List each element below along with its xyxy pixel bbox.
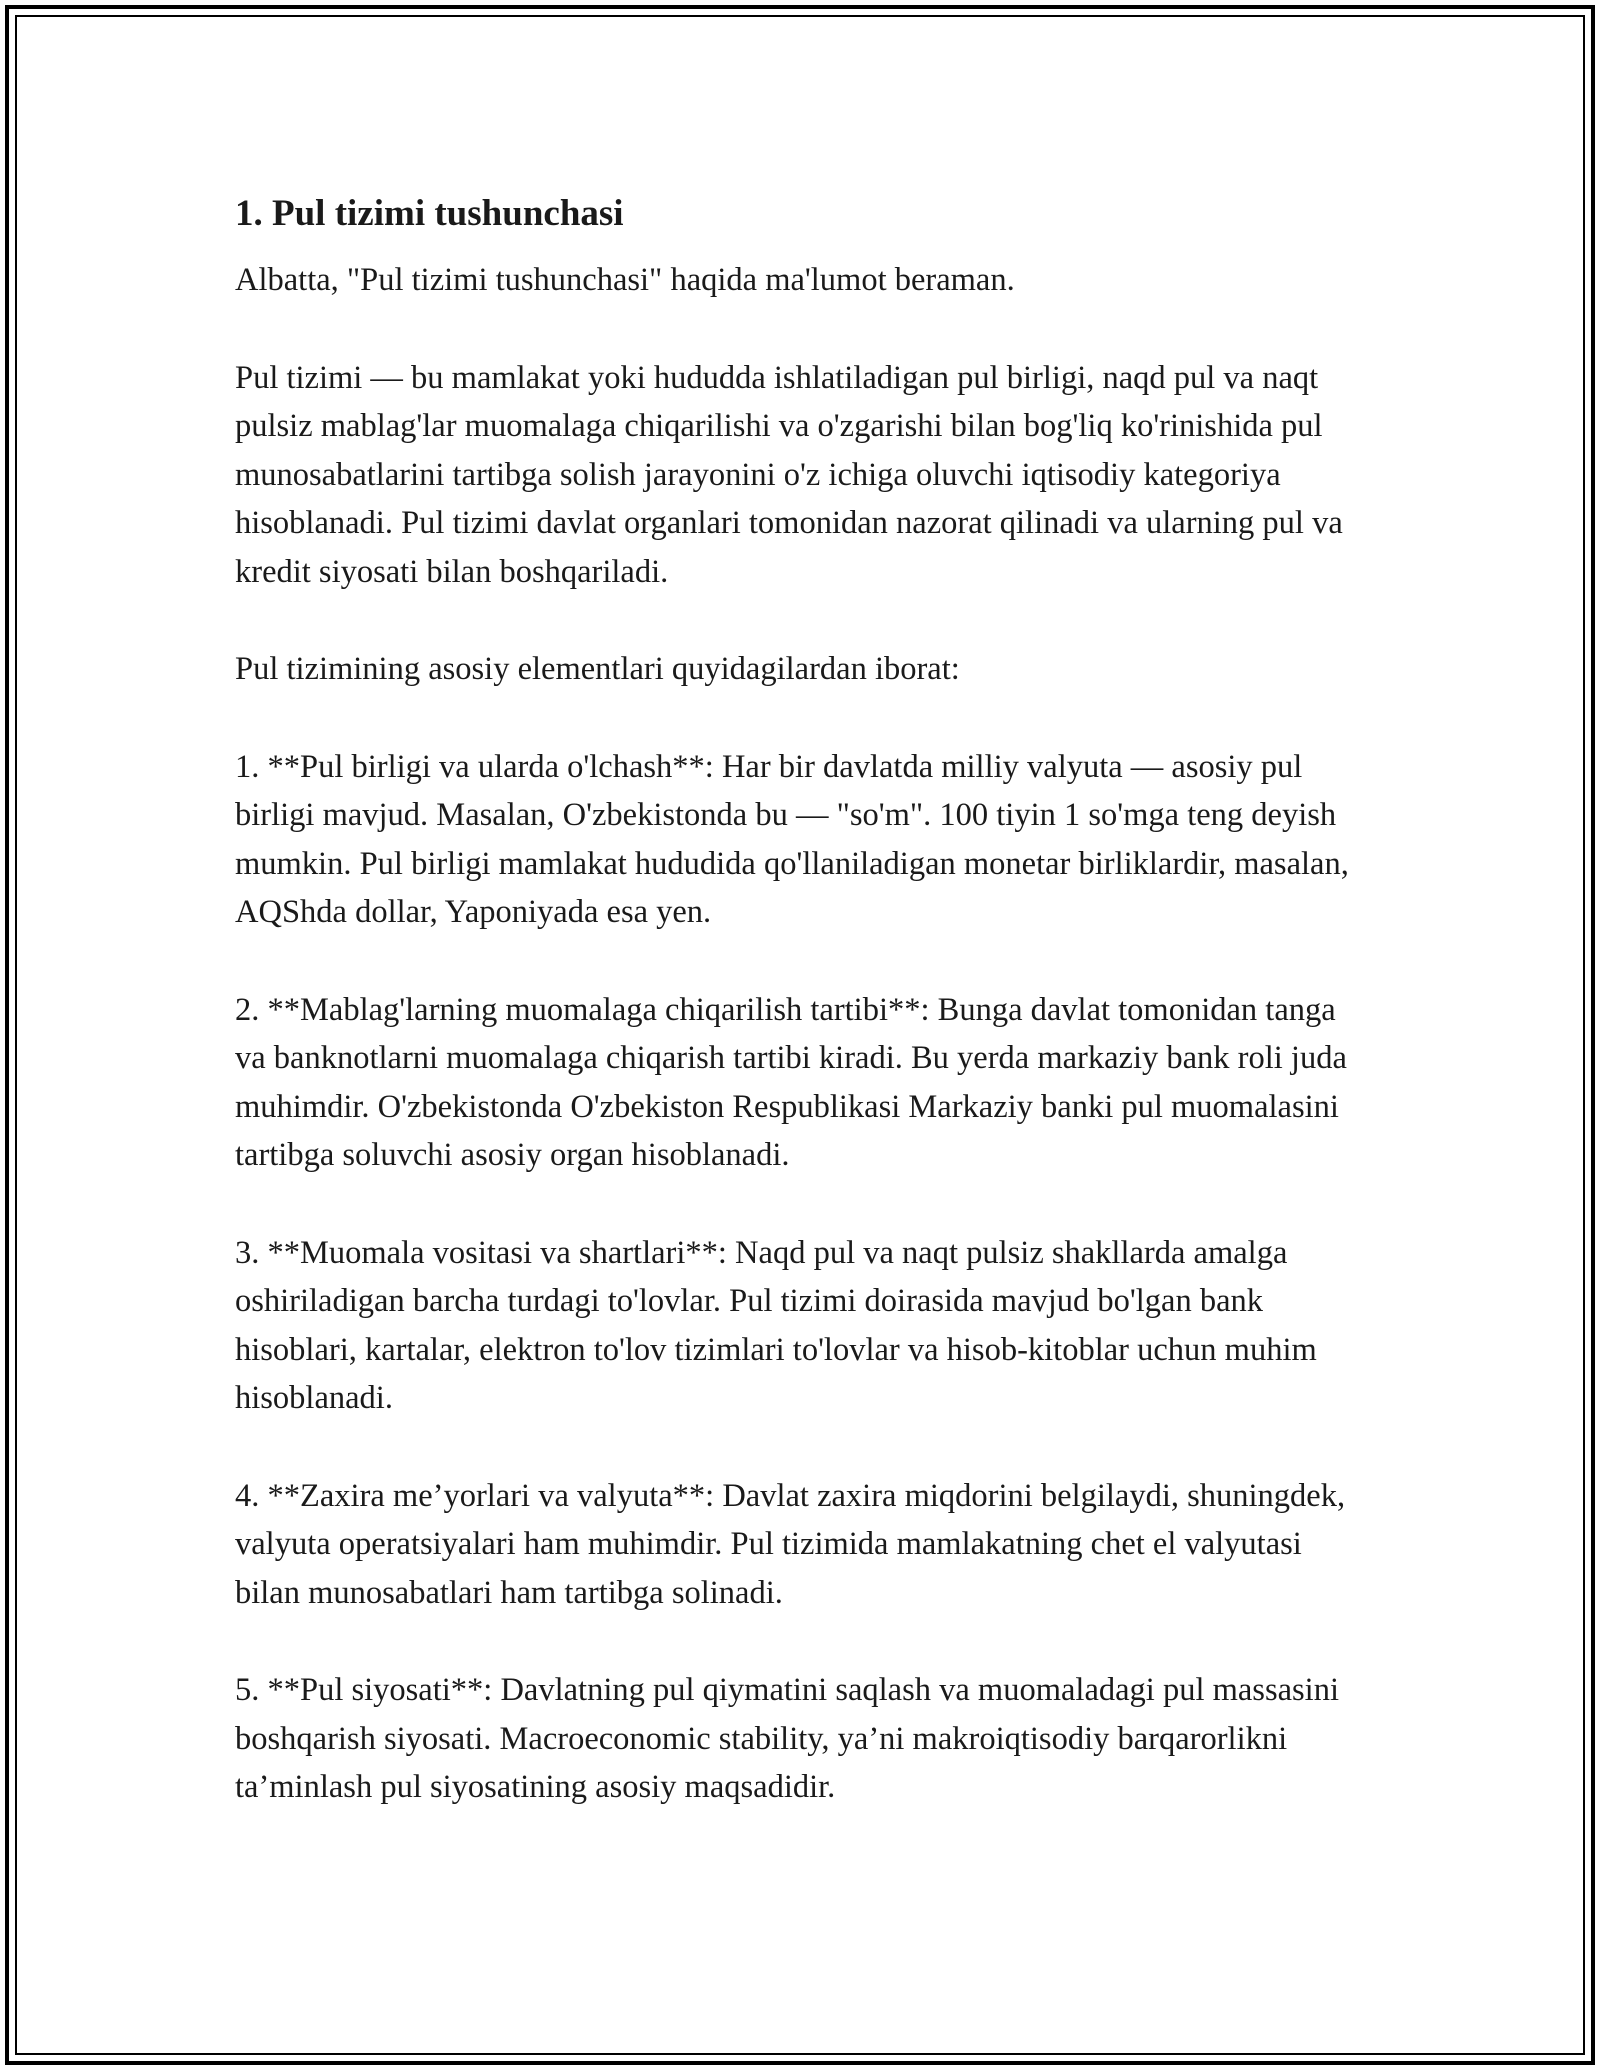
list-item: 5. **Pul siyosati**: Davlatning pul qiymatini saqlash va muomaladagi pul massasini boshqarish siyosati. Macroeconomic stability, ya’ni makroiqtisodiy barqarorlikni ta’minlash pul siyosatining asosiy maqsadidir. (235, 1672, 1339, 1805)
spacer (235, 596, 1365, 645)
spacer (235, 694, 1365, 743)
list-item: 2. **Mablag'larning muomalaga chiqarilish tartibi**: Bunga davlat tomonidan tanga va banknotlarni muomalaga chiqarish tartibi kiradi. Bu yerda markaziy bank roli juda muhimdir. O'zbekistonda O'zbekiston Respublikasi Markaziy banki pul muomalasini tartibga soluvchi asosiy organ hisoblanadi. (235, 991, 1347, 1173)
definition-paragraph: Pul tizimi — bu mamlakat yoki hududda ishlatiladigan pul birligi, naqd pul va naqt pulsiz mablag'lar muomalaga chiqarilishi va o'zgarishi bilan bog'liq ko'rinishida pul munosabatlarini tartibga solish jarayonini o'z ichiga oluvchi iqtisodiy kategoriya hisoblanadi. Pul tizimi davlat organlari tomonidan nazorat qilinadi va ularning pul va kredit siyosati bilan boshqariladi. (235, 359, 1343, 590)
spacer (235, 305, 1365, 354)
spacer (235, 1180, 1365, 1229)
list-item: 3. **Muomala vositasi va shartlari**: Naqd pul va naqt pulsiz shakllarda amalga oshiriladigan barcha turdagi to'lovlar. Pul tizimi doirasida mavjud bo'lgan bank hisoblari, kartalar, elektron to'lov tizimlari to'lovlar va hisob-kitoblar uchun muhim hisoblanadi. (235, 1234, 1317, 1416)
spacer (235, 240, 1365, 256)
spacer (235, 1423, 1365, 1472)
elements-intro-paragraph: Pul tizimining asosiy elementlari quyidagilardan iborat: (235, 651, 960, 687)
list-item: 1. **Pul birligi va ularda o'lchash**: Har bir davlatda milliy valyuta — asosiy pul birligi mavjud. Masalan, O'zbekistonda bu — "so'm". 100 tiyin 1 so'mga teng deyish mumkin. Pul birligi mamlakat hududida qo'llaniladigan monetar birliklardir, masalan, AQShda dollar, Yaponiyada esa yen. (235, 748, 1349, 930)
intro-paragraph: Albatta, "Pul tizimi tushunchasi" haqida ma'lumot beraman. (235, 262, 1015, 298)
spacer (235, 1617, 1365, 1666)
list-item: 4. **Zaxira me’yorlari va valyuta**: Davlat zaxira miqdorini belgilaydi, shuningdek, valyuta operatsiyalari ham muhimdir. Pul tizimida mamlakatning chet el valyutasi bilan munosabatlari ham tartibga solinadi. (235, 1477, 1346, 1611)
spacer (235, 937, 1365, 986)
document-body (235, 188, 1365, 1812)
section-heading: 1. Pul tizimi tushunchasi (235, 193, 624, 234)
